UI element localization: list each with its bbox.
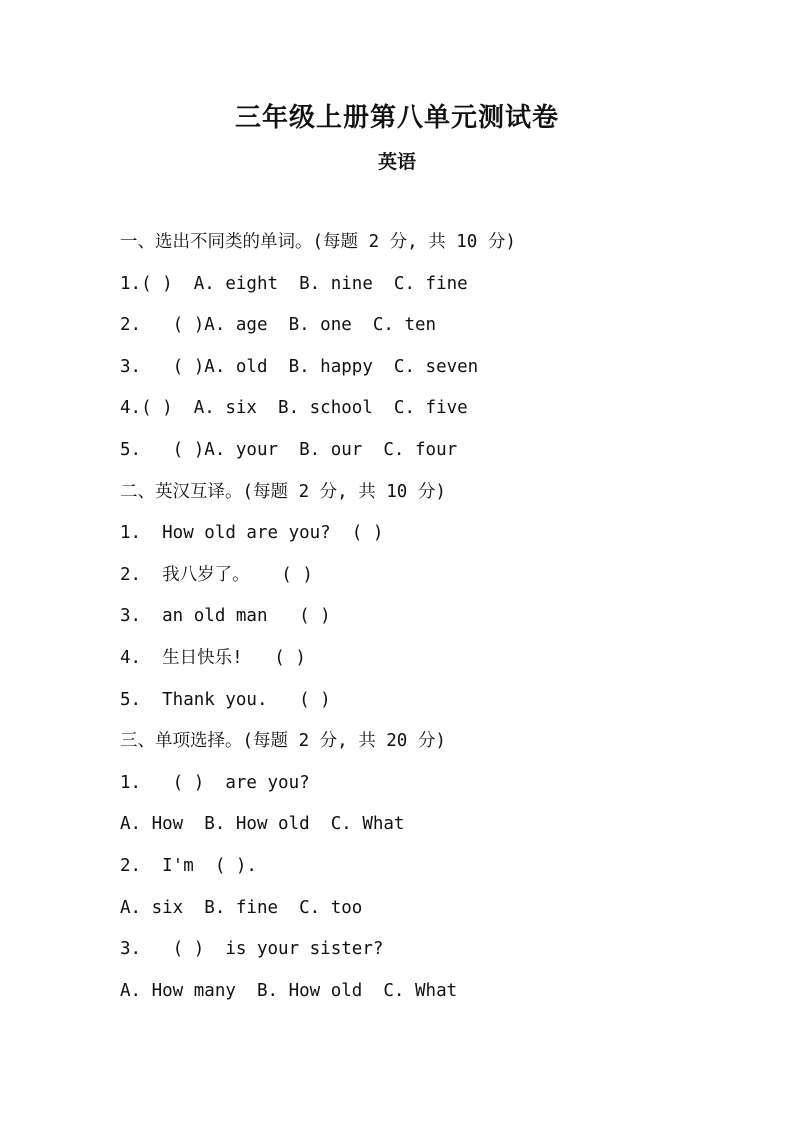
question-line: 3. ( )A. old B. happy C. seven xyxy=(120,356,479,377)
section-heading: 一、选出不同类的单词。(每题 2 分, 共 10 分) xyxy=(120,232,516,252)
question-line: 4.( ) A. six B. school C. five xyxy=(120,398,468,419)
question-line: 1. ( ) are you? xyxy=(120,772,310,793)
subject-subtitle: 英语 xyxy=(377,151,416,173)
question-line: 3. ( ) is your sister? xyxy=(120,939,384,960)
question-line: 2. ( )A. age B. one C. ten xyxy=(120,315,437,336)
question-line: 2. I'm ( ). xyxy=(120,855,257,876)
answer-options: A. How many B. How old C. What xyxy=(120,980,458,1001)
question-line: 2. 我八岁了。 ( ) xyxy=(120,564,313,585)
question-line: 1. How old are you? ( ) xyxy=(120,523,384,544)
page-title: 三年级上册第八单元测试卷 xyxy=(234,103,559,133)
section-heading: 三、单项选择。(每题 2 分, 共 20 分) xyxy=(120,731,446,752)
question-line: 5. Thank you. ( ) xyxy=(120,689,331,710)
answer-options: A. six B. fine C. too xyxy=(120,897,363,918)
answer-options: A. How B. How old C. What xyxy=(120,814,405,835)
section-heading: 二、英汉互译。(每题 2 分, 共 10 分) xyxy=(120,481,446,502)
question-line: 4. 生日快乐! ( ) xyxy=(120,647,306,668)
question-line: 5. ( )A. your B. our C. four xyxy=(120,439,458,460)
question-line: 1.( ) A. eight B. nine C. fine xyxy=(120,273,468,294)
exam-content xyxy=(120,228,720,1018)
question-line: 3. an old man ( ) xyxy=(120,606,331,627)
